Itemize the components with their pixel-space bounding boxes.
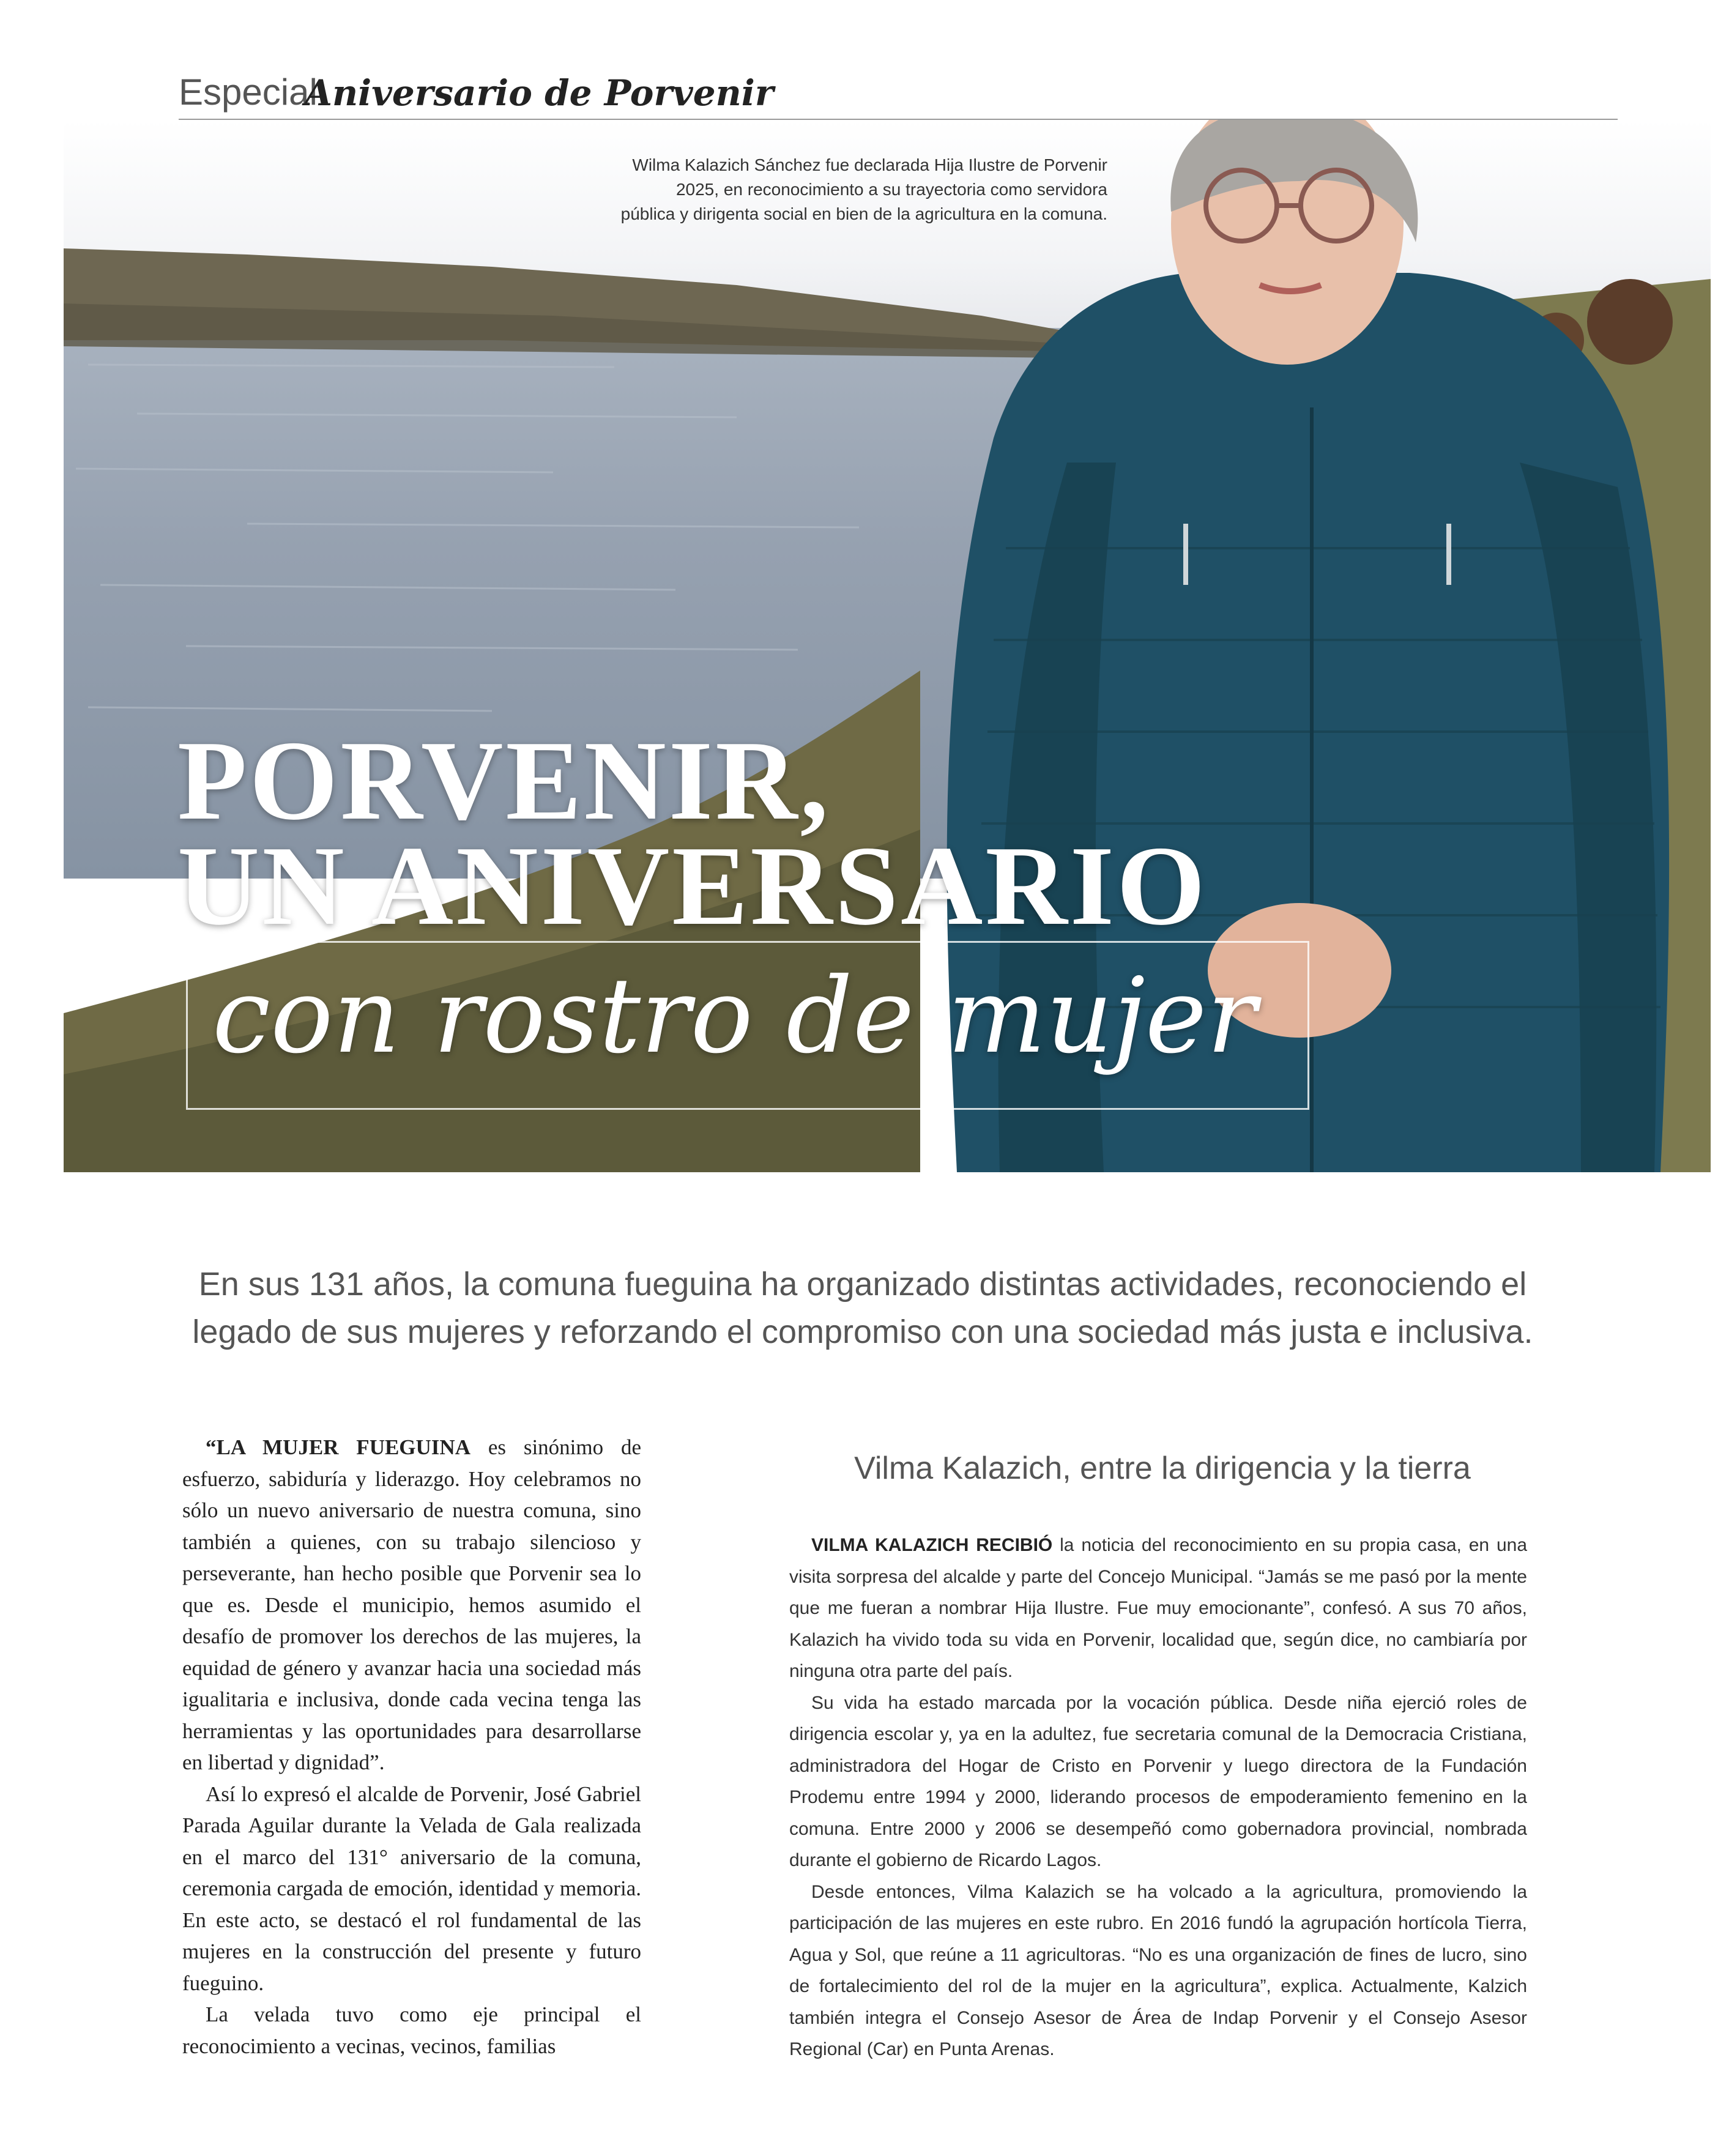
headline [177,718,1340,949]
left-column [182,1432,641,2062]
left-paragraph-2: Así lo expresó el alcalde de Porvenir, José Gabriel Parada Aguilar durante la Velada de Gala realizada en el marco del 131° aniversario de la comuna, ceremonia cargada de emoción, identidad y memoria. En este acto, se destacó el rol fundamental de las mujeres en la construcción del presente y futuro fueguino. [182,1782,641,1995]
left-lead-in: “LA MUJER FUEGUINA [206,1435,470,1459]
headline-line-2: UN ANIVERSARIO [177,823,1208,949]
headline-script: con rostro de mujer [212,956,1257,1077]
headline-script-box [186,941,1309,1110]
right-paragraph-1-text: la noticia del reconocimiento en su propia casa, en una visita sorpresa del alcalde y parte del Concejo Municipal. “Jamás se me pasó por la mente que me fueran a nombrar Hija Ilustre. Fue muy emocionante”, confesó. A sus 70 años, Kalazich ha vivido toda su vida en Porvenir, localidad que, según dice, no cambiaría por ninguna otra parte del país. [789,1535,1528,1681]
lead-paragraph: En sus 131 años, la comuna fueguina ha organizado distintas actividades, reconociendo el legado de sus mujeres y reforzando el compromiso con una sociedad más justa e inclusiva. [192,1266,1533,1350]
section-kicker: Especial [179,72,318,113]
left-paragraph-1 [182,1432,641,1779]
headline-line-1: PORVENIR, [177,718,831,844]
right-subheading: Vilma Kalazich, entre la dirigencia y la tierra [854,1451,1471,1486]
section-header [179,67,1618,121]
section-kicker-script: Aniversario de Porvenir [305,72,774,114]
photo-caption: Wilma Kalazich Sánchez fue declarada Hija Ilustre de Porvenir 2025, en reconocimiento a su trayectoria como servidora pública y dirigenta social en bien de la agricultura en la comuna. [620,155,1107,223]
right-paragraph-1 [789,1530,1527,1687]
right-paragraph-2: Su vida ha estado marcada por la vocación pública. Desde niña ejerció roles de dirigencia escolar y, ya en la adultez, fue secretaria comunal de la Democracia Cristiana, administradora del Hogar de Cristo en Porvenir y luego directora de la Fundación Prodemu entre 1994 y 2000, liderando procesos de empoderamiento femenino en la comuna. Entre 2000 y 2006 se desempeñó como gobernadora provincial, nombrada durante el gobierno de Ricardo Lagos. [789,1692,1527,1870]
right-lead-in: VILMA KALAZICH RECIBIÓ [811,1535,1053,1555]
right-paragraph-3: Desde entonces, Vilma Kalazich se ha volcado a la agricultura, promoviendo la participación de las mujeres en este rubro. En 2016 fundó la agrupación hortícola Tierra, Agua y Sol, que reúne a 11 agricultoras. “No es una organización de fines de lucro, sino de fortalecimiento del rol de la mujer en la agricultura”, explica. Actualmente, Kalzich también integra el Consejo Asesor de Área de Indap Porvenir y el Consejo Asesor Regional (Car) en Punta Arenas. [789,1881,1527,2059]
right-column [789,1530,1527,2065]
left-paragraph-3: La velada tuvo como eje principal el reconocimiento a vecinas, vecinos, familias [182,2002,641,2058]
left-paragraph-1-text: es sinónimo de esfuerzo, sabiduría y liderazgo. Hoy celebramos no sólo un nuevo aniversario de nuestra comuna, sino también a quienes, con su trabajo silencioso y perseverante, han hecho posible que Porvenir sea lo que es. Desde el municipio, hemos asumido el desafío de promover los derechos de las mujeres, la equidad de género y avanzar hacia una sociedad más igualitaria e inclusiva, donde cada vecina tenga las herramientas y las oportunidades para desarrollarse en libertad y dignidad”. [182,1435,641,1774]
